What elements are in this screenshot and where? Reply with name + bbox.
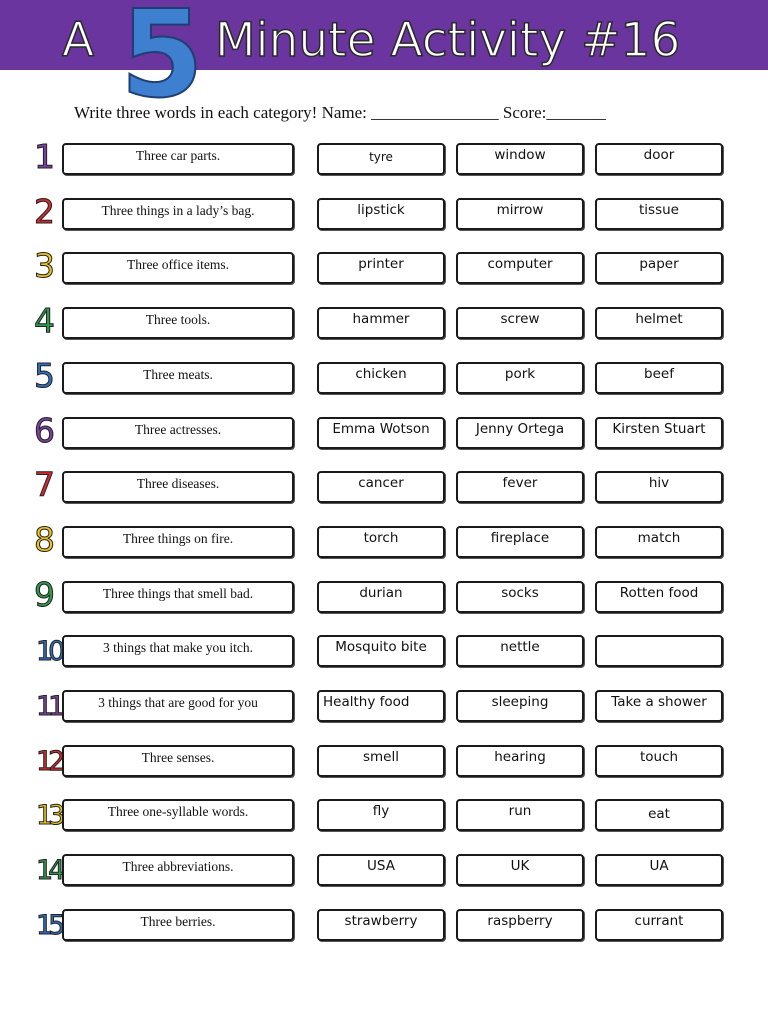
activity-row	[0, 909, 768, 945]
answer-box-2[interactable]: screw	[456, 307, 584, 339]
row-number: 1	[34, 137, 52, 176]
activity-row	[0, 745, 768, 781]
row-number: 11	[36, 691, 61, 722]
activity-row	[0, 356, 768, 398]
row-number: 5	[34, 356, 52, 395]
answer-box-2[interactable]: computer	[456, 252, 584, 284]
answer-box-3[interactable]: UA	[595, 854, 723, 886]
activity-row	[0, 854, 768, 890]
answer-box-3[interactable]: currant	[595, 909, 723, 941]
answer-box-3[interactable]: Take a shower	[595, 690, 723, 722]
answer-box-1[interactable]: hammer	[317, 307, 445, 339]
answer-box-2[interactable]: fever	[456, 471, 584, 503]
category-box: Three senses.	[62, 745, 294, 777]
answer-box-2[interactable]: socks	[456, 581, 584, 613]
activity-row	[0, 520, 768, 562]
answer-box-2[interactable]: sleeping	[456, 690, 584, 722]
row-number: 8	[34, 520, 52, 559]
row-number: 9	[34, 575, 52, 614]
answer-box-2[interactable]: nettle	[456, 635, 584, 667]
activity-row	[0, 192, 768, 234]
category-box: Three office items.	[62, 252, 294, 284]
activity-row	[0, 575, 768, 617]
answer-box-2[interactable]: UK	[456, 854, 584, 886]
answer-box-1[interactable]: strawberry	[317, 909, 445, 941]
answer-box-2[interactable]: run	[456, 799, 584, 831]
activity-row	[0, 301, 768, 343]
category-box: Three abbreviations.	[62, 854, 294, 886]
answer-box-3[interactable]: door	[595, 143, 723, 175]
answer-box-3[interactable]: hiv	[595, 471, 723, 503]
activity-row	[0, 799, 768, 835]
answer-box-3[interactable]: helmet	[595, 307, 723, 339]
row-number: 6	[34, 411, 52, 450]
answer-box-2[interactable]: pork	[456, 362, 584, 394]
activity-row	[0, 465, 768, 507]
big-five-text: 5	[120, 0, 204, 110]
answer-box-1[interactable]: Healthy food	[317, 690, 445, 722]
answer-box-3[interactable]: touch	[595, 745, 723, 777]
category-box: Three things in a lady’s bag.	[62, 198, 294, 230]
category-box: Three diseases.	[62, 471, 294, 503]
answer-box-1[interactable]: Mosquito bite	[317, 635, 445, 667]
category-box: Three car parts.	[62, 143, 294, 175]
category-box: Three tools.	[62, 307, 294, 339]
answer-box-1[interactable]: USA	[317, 854, 445, 886]
row-number: 4	[34, 301, 52, 340]
activity-row	[0, 246, 768, 288]
answer-box-1[interactable]: durian	[317, 581, 445, 613]
row-number: 13	[36, 800, 61, 831]
row-number: 3	[34, 246, 52, 285]
answer-box-2[interactable]: raspberry	[456, 909, 584, 941]
row-number: 15	[36, 910, 61, 941]
answer-box-3[interactable]: beef	[595, 362, 723, 394]
title-text: Minute Activity #16	[215, 13, 681, 68]
activity-row	[0, 635, 768, 671]
activity-row	[0, 411, 768, 453]
category-box: Three meats.	[62, 362, 294, 394]
answer-box-1[interactable]: chicken	[317, 362, 445, 394]
row-number: 14	[36, 855, 61, 886]
answer-box-2[interactable]: Jenny Ortega	[456, 417, 584, 449]
row-number: 10	[36, 636, 61, 667]
category-box: Three berries.	[62, 909, 294, 941]
row-number: 7	[34, 465, 52, 504]
category-box: 3 things that are good for you	[62, 690, 294, 722]
row-number: 2	[34, 192, 52, 231]
answer-box-2[interactable]: hearing	[456, 745, 584, 777]
answer-box-3[interactable]: tissue	[595, 198, 723, 230]
category-box: 3 things that make you itch.	[62, 635, 294, 667]
answer-box-3[interactable]: match	[595, 526, 723, 558]
row-number: 12	[36, 746, 61, 777]
answer-box-1[interactable]: smell	[317, 745, 445, 777]
answer-box-3[interactable]	[595, 635, 723, 667]
answer-box-1[interactable]: cancer	[317, 471, 445, 503]
answer-box-1[interactable]: Emma Wotson	[317, 417, 445, 449]
answer-box-2[interactable]: window	[456, 143, 584, 175]
answer-box-2[interactable]: fireplace	[456, 526, 584, 558]
title-letter-a: A	[62, 13, 95, 68]
answer-box-3[interactable]: paper	[595, 252, 723, 284]
answer-box-3[interactable]: eat	[595, 799, 723, 831]
answer-box-3[interactable]: Rotten food	[595, 581, 723, 613]
answer-box-1[interactable]: torch	[317, 526, 445, 558]
category-box: Three one-syllable words.	[62, 799, 294, 831]
answer-box-1[interactable]: tyre	[317, 143, 445, 175]
activity-row	[0, 690, 768, 726]
answer-box-2[interactable]: mirrow	[456, 198, 584, 230]
activity-row	[0, 137, 768, 179]
category-box: Three things on fire.	[62, 526, 294, 558]
category-box: Three things that smell bad.	[62, 581, 294, 613]
answer-box-1[interactable]: lipstick	[317, 198, 445, 230]
answer-box-1[interactable]: fly	[317, 799, 445, 831]
category-box: Three actresses.	[62, 417, 294, 449]
answer-box-1[interactable]: printer	[317, 252, 445, 284]
instructions-line: Write three words in each category! Name: _______________ Score:_______	[74, 103, 606, 122]
answer-box-3[interactable]: Kirsten Stuart	[595, 417, 723, 449]
